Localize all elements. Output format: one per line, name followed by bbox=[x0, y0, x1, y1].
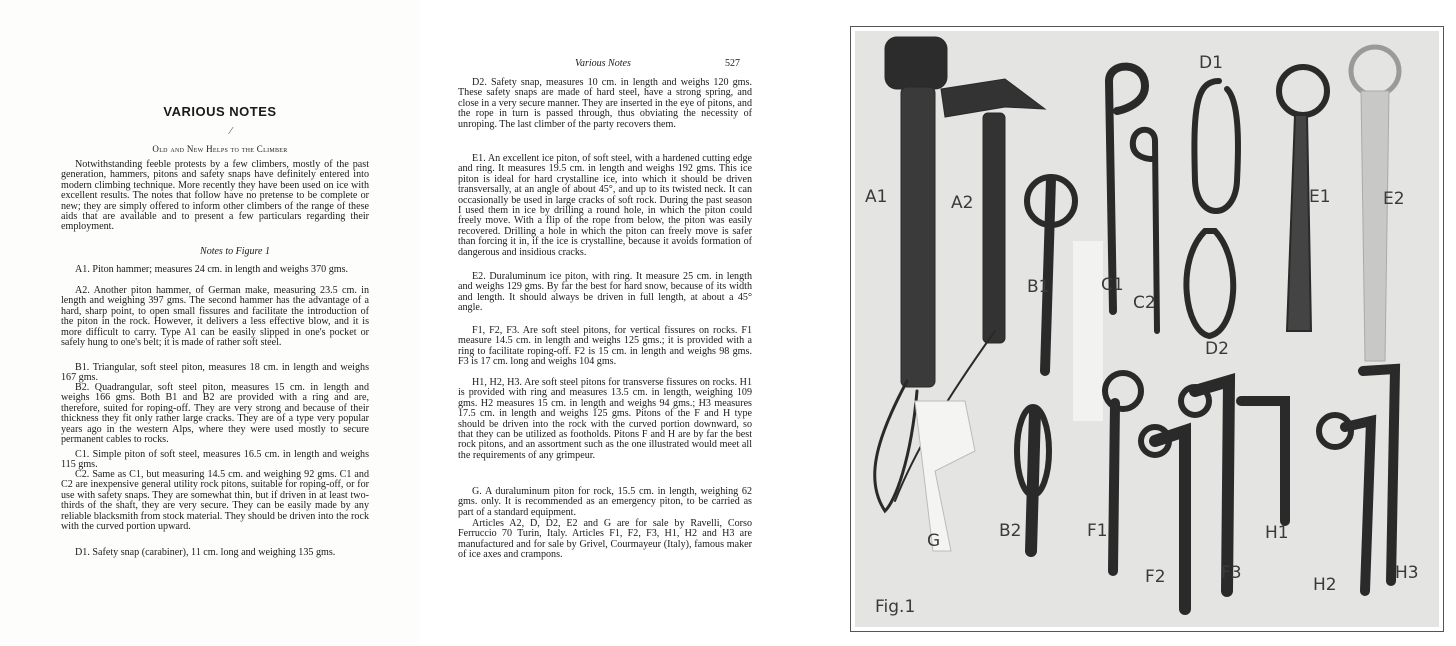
note-c1: C1. Simple piton of soft steel, measures 16.5 cm. in length and weighs 115 gms. bbox=[61, 449, 369, 471]
ice-piton-e1-ring bbox=[1279, 67, 1327, 115]
piton-h1 bbox=[1241, 401, 1285, 521]
label-a1: A1 bbox=[865, 187, 888, 207]
piton-b2-shaft bbox=[1031, 411, 1035, 551]
note-d2: D2. Safety snap, measures 10 cm. in length and weighs 120 gms. These safety snaps are made of hard steel, have a strong spring, and close in a very secure manner. They are inserted in the eye of pitons, and the rope in turn is passed through, thus obviating the necessity of unroping. The last climber of the party recovers them. bbox=[458, 77, 752, 130]
carabiner-d1 bbox=[1194, 81, 1238, 211]
reference-strip bbox=[1073, 241, 1103, 421]
note-a1: A1. Piton hammer; measures 24 cm. in length and weighs 370 gms. bbox=[75, 264, 349, 275]
title-ornament: ⁄ bbox=[230, 126, 232, 137]
note-d1: D1. Safety snap (carabiner), 11 cm. long and weighing 135 gms. bbox=[75, 547, 336, 558]
ice-piton-e1-shaft bbox=[1287, 115, 1311, 331]
sale-note: Articles A2, D, D2, E2 and G are for sale by Ravelli, Corso Ferruccio 70 Turin, Italy. Articles F1, F2, F3, H1, H2 and H3 are manufactured and for sale by Grivel, Courmayeur (Italy), famous maker of ice axes and crampons. bbox=[458, 518, 752, 561]
running-title: Various Notes bbox=[575, 58, 631, 69]
ice-piton-e2-shaft bbox=[1361, 91, 1389, 361]
label-h3: H3 bbox=[1395, 563, 1419, 583]
ice-piton-e2-ring bbox=[1351, 47, 1399, 95]
note-f: F1, F2, F3. Are soft steel pitons, for vertical fissures on rocks. F1 measure 14.5 cm. in length and weighs 125 gms.; it is provided with a ring to facilitate roping-off. F2 is 15 cm. in length and weighs 98 gms. F3 is 17 cm. long and weighs 104 gms. bbox=[458, 325, 752, 368]
piton-f1-shaft bbox=[1113, 403, 1115, 571]
label-a2: A2 bbox=[951, 193, 974, 213]
label-c2: C2 bbox=[1133, 293, 1156, 313]
hammer-a1-cord bbox=[875, 381, 917, 511]
label-b1: B1 bbox=[1027, 277, 1050, 297]
label-d2: D2 bbox=[1205, 339, 1229, 359]
piton-g bbox=[915, 401, 975, 551]
hammer-a1-head bbox=[885, 37, 947, 89]
note-b2: B2. Quadrangular, soft steel piton, measures 15 cm. in length and weighs 166 gms. Both B1 and B2 are provided with a ring and are, therefore, suited for roping-off. They are very strong and because of their thickness they fit only rather large cracks. They are of a type very popular years ago in the western Alps, where they were used mostly to secure permanent cables to rocks. bbox=[61, 382, 369, 446]
label-b2: B2 bbox=[999, 521, 1022, 541]
notes-heading: Notes to Figure 1 bbox=[200, 246, 270, 257]
label-d1: D1 bbox=[1199, 53, 1223, 73]
tools-illustration bbox=[855, 31, 1439, 627]
note-c2: C2. Same as C1, but measuring 14.5 cm. and weighing 92 gms. C1 and C2 are inexpensive general utility rock pitons, suitable for roping-off, or for use with safety snaps. They are somewhat thin, but if driven in at least two-thirds of the shaft, they are very secure. They can be easily made by any reliable blacksmith from stock material. They should be driven into the rock with the curved portion upward. bbox=[61, 469, 369, 533]
label-e1: E1 bbox=[1309, 187, 1331, 207]
label-e2: E2 bbox=[1383, 189, 1405, 209]
intro-paragraph: Notwithstanding feeble protests by a few climbers, mostly of the past generation, hammers, pitons and safety snaps have definitely entered into modern climbing technique. More recently they have been used on ice with excellent results. The notes that follow have no pretense to be complete or new; they are simply offered to inform other climbers of the range of these aids that are available and to present a few particulars regarding their employment. bbox=[61, 159, 369, 233]
note-e2: E2. Duraluminum ice piton, with ring. It measure 25 cm. in length and weighs 129 gms. By far the best for hard snow, because of its width and length. It should always be driven in full length, at about a 45° angle. bbox=[458, 271, 752, 314]
hammer-a2-handle bbox=[983, 113, 1005, 343]
label-f3: F3 bbox=[1221, 563, 1242, 583]
figure-photo-frame bbox=[850, 26, 1444, 632]
piton-h2-shaft bbox=[1345, 421, 1371, 591]
piton-b1-shaft bbox=[1045, 179, 1051, 371]
label-g: G bbox=[927, 531, 941, 551]
note-e1: E1. An excellent ice piton, of soft steel, with a hardened cutting edge and ring. It measures 19.5 cm. in length and weighs 192 gms. This ice piton is ideal for hard crystalline ice, into which it should be driven transversally, at an angle of about 45°, and up to its twisted neck. It can occasionally be used in large cracks of soft rock. During the past season I used them in ice by drilling a round hole, in which the piton could freely move. With a flip of the rope from below, the piton was easily recovered. Drilling a hole in which the piton can freely move is safer than forcing it in, if the ice is crystalline, because it avoids formation of dangerous and insidious cracks. bbox=[458, 153, 752, 258]
label-h2: H2 bbox=[1313, 575, 1337, 595]
carabiner-d2 bbox=[1186, 231, 1233, 336]
label-f1: F1 bbox=[1087, 521, 1108, 541]
note-b1: B1. Triangular, soft steel piton, measures 18 cm. in length and weighs 167 gms. bbox=[61, 362, 369, 384]
note-g: G. A duraluminum piton for rock, 15.5 cm. in length, weighing 62 gms. only. It is recommended as an emergency piton, to be carried as part of a standard equipment. bbox=[458, 486, 752, 518]
note-h: H1, H2, H3. Are soft steel pitons for transverse fissures on rocks. H1 is provided with ring and measures 13.5 cm. in length, weighing 109 gms. H2 measures 15 cm. in length and weighs 94 gms.; H3 measures 17.5 cm. in length and weighs 125 gms. Pitons of the F and H type should be driven into the rock with the curved portion downward, so that they can be utilized as footholds. Pitons F and H are by far the best rock pitons, and an assortment such as the one illustrated would meet all the requirements of any grimpeur. bbox=[458, 377, 752, 461]
label-f2: F2 bbox=[1145, 567, 1166, 587]
section-heading: Old and New Helps to the Climber bbox=[152, 144, 288, 154]
page-title: VARIOUS NOTES bbox=[163, 104, 277, 119]
label-h1: H1 bbox=[1265, 523, 1289, 543]
page-number: 527 bbox=[725, 58, 740, 69]
note-a2: A2. Another piton hammer, of German make, measuring 23.5 cm. in length and weighing 397 gms. The second hammer has the advantage of a hard, sharp point, to open small fissures and facilitate the introduction of the piton in the rock. However, it delivers a less effective blow, and it is more difficult to carry. Type A1 can be easily slipped in one's pocket or safely hung to one's belt; it is made of rather soft steel. bbox=[61, 285, 369, 349]
tools-photograph bbox=[855, 31, 1439, 627]
hammer-a2-head bbox=[941, 79, 1045, 117]
hammer-a1-handle bbox=[901, 87, 935, 387]
label-c1: C1 bbox=[1101, 275, 1124, 295]
figure-caption: Fig.1 bbox=[875, 597, 916, 617]
